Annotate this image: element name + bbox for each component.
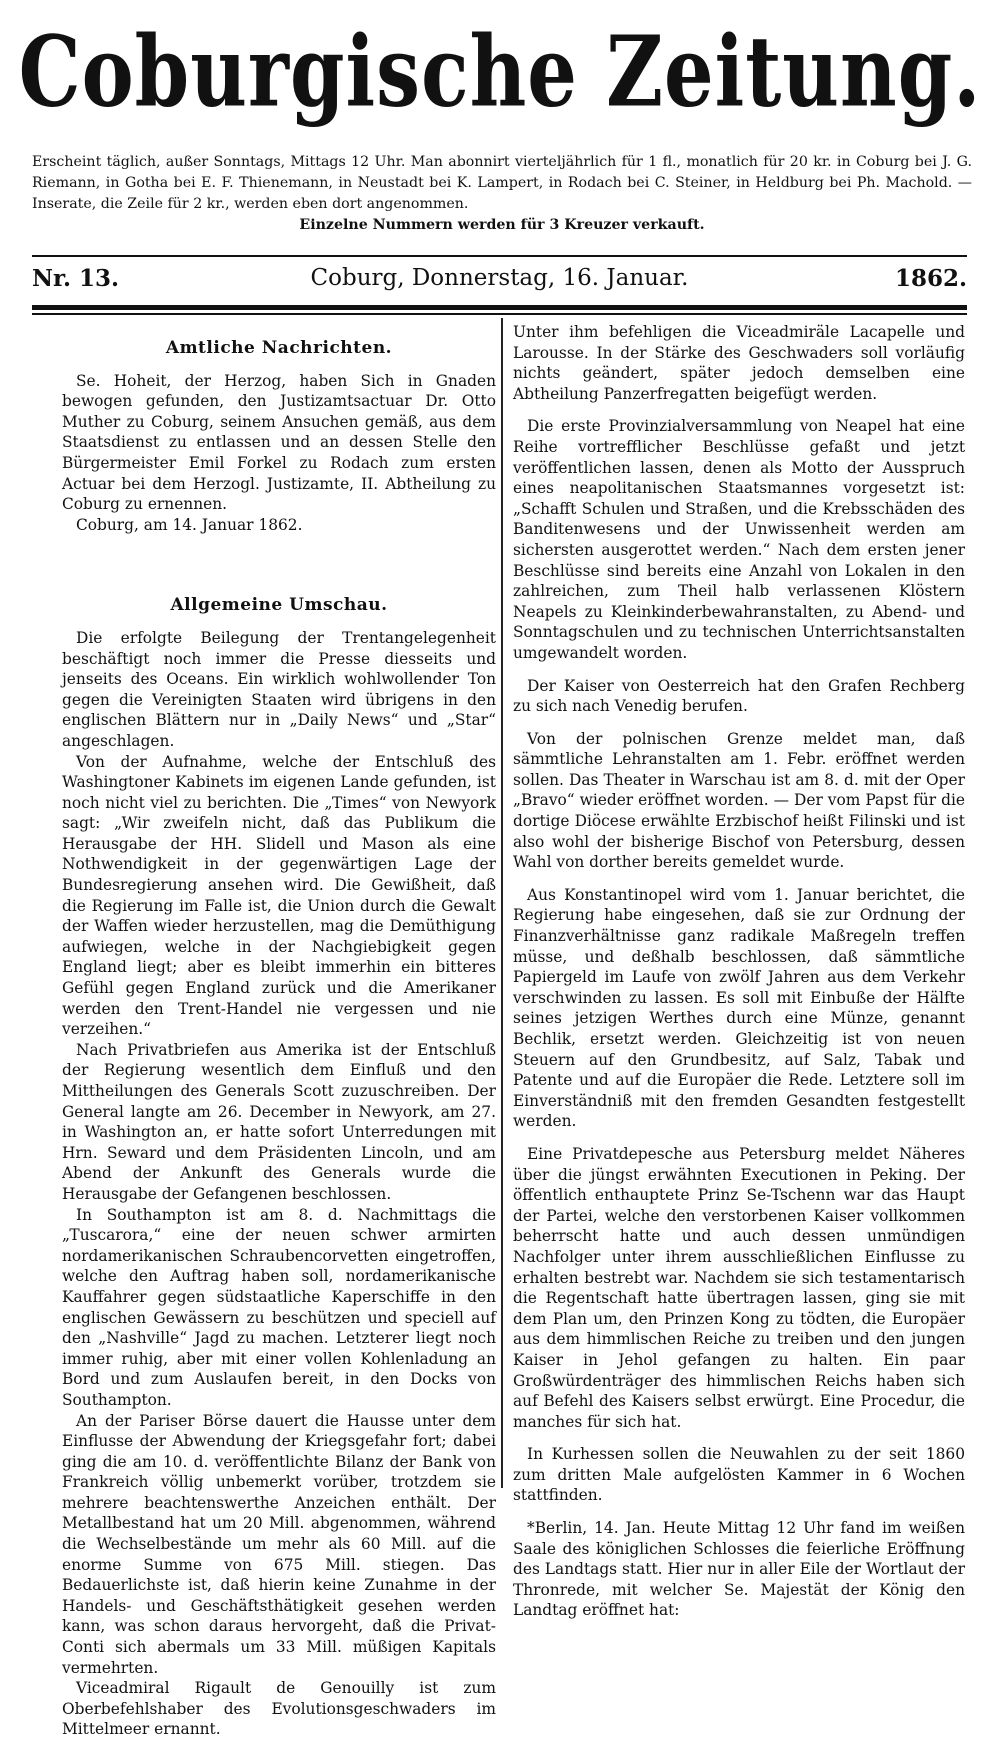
- article-paragraph: In Southampton ist am 8. d. Nachmittags die „Tuscarora,“ eine der neuen schwer armirten nordamerikanischen Schraubencorvetten eingetroffen, welche den Auftrag haben soll, nordamerikanische Kauffahrer gegen südstaatliche Kaperschiffe in den englischen Gewässern zu beschützen und speciell auf den „Nashville“ Jagd zu machen. Letzterer liegt noch immer ruhig, aber mit einer vollen Kohlenladung an Bord und zum Auslaufen bereit, in den Docks von Southampton.: [62, 1205, 496, 1409]
- article-paragraph: Aus Konstantinopel wird vom 1. Januar berichtet, die Regierung habe eingesehen, daß sie zur Ordnung der Finanzverhältnisse ganz radikale Maßregeln treffen müsse, und deßhalb beschlossen, daß sämmtliche Papiergeld im Laufe von zwölf Jahren aus dem Verkehr verschwinden zu lassen. Es soll mit Einbuße der Hälfte seines jetzigen Werthes durch eine Münze, genannt Bechlik, ersetzt werden. Gleichzeitig ist von neuen Steuern auf den Grundbesitz, auf Salz, Tabak und Patente und auf die Europäer die Rede. Letztere soll im Einverständniß mit den fremden Gesandten festgestellt werden.: [513, 885, 965, 1131]
- section-title-general-review: Allgemeine Umschau.: [170, 595, 388, 616]
- article-paragraph: Von der polnischen Grenze meldet man, daß sämmtliche Lehranstalten am 1. Febr. eröffnet werden sollen. Das Theater in Warschau ist am 8. d. mit der Oper „Bravo“ wieder eröffnet worden. — Der vom Papst für die dortige Diöcese erwählte Erzbischof heißt Filinski und ist also wohl der bisherige Bischof von Petersburg, dessen Wahl von dorther bereits gemeldet wurde.: [513, 729, 965, 872]
- article-paragraph: Der Kaiser von Oesterreich hat den Grafen Rechberg zu sich nach Venedig berufen.: [513, 676, 965, 716]
- right-column: [513, 322, 965, 1621]
- article-paragraph: Coburg, am 14. Januar 1862.: [76, 515, 303, 534]
- header-rule-bottom: [32, 313, 967, 315]
- article-paragraph: Die erfolgte Beilegung der Trentangelegenheit beschäftigt noch immer die Presse diesseits und jenseits des Oceans. Ein wirklich wohlwollender Ton gegen die Vereinigten Staaten wird übrigens in den englischen Blättern nur in „Daily News“ und „Star“ angeschlagen.: [62, 628, 496, 750]
- article-paragraph: An der Pariser Börse dauert die Hausse unter dem Einflusse der Abwendung der Kriegsgefahr fort; dabei ging die am 10. d. veröffentlichte Bilanz der Bank von Frankreich völlig unbemerkt vorüber, trotzdem sie mehrere beachtenswerthe Anzeichen enthält. Der Metallbestand hat um 20 Mill. abgenommen, während die Wechselbestände um mehr als 60 Mill. auf die enorme Summe von 675 Mill. stiegen. Das Bedauerlichste ist, daß hierin keine Zunahme in der Handels- und Geschäftsthätigkeit gesehen werden kann, was schon daraus hervorgeht, daß die Privat-Conti sich abermals um 33 Mill. müßigen Kapitals vermehrten.: [62, 1411, 496, 1677]
- article-paragraph: Nach Privatbriefen aus Amerika ist der Entschluß der Regierung wesentlich dem Einfluß und den Mittheilungen des Generals Scott zuzuschreiben. Der General langte am 26. December in Newyork, am 27. in Washington an, er hatte sofort Unterredungen mit Hrn. Seward und dem Präsidenten Lincoln, und am Abend der Ankunft des Generals wurde die Herausgabe der Gefangenen beschlossen.: [62, 1040, 496, 1203]
- article-paragraph: *Berlin, 14. Jan. Heute Mittag 12 Uhr fand im weißen Saale des königlichen Schlosses die feierliche Eröffnung des Landtags statt. Hier nur in aller Eile der Wortlaut der Thronrede, mit welcher Se. Majestät der König den Landtag eröffnet hat:: [513, 1519, 965, 1620]
- article-paragraph: Eine Privatdepesche aus Petersburg meldet Näheres über die jüngst erwähnten Executionen in Peking. Der öffentlich enthauptete Prinz Se-Tschenn war das Haupt der Partei, welche den verstorbenen Kaiser vollkommen beherrscht hatte und auch dessen unmündigen Nachfolger unter ihrem ausschließlichen Einflusse zu erhalten bestrebt war. Nachdem sie sich testamentarisch die Regentschaft hatte übertragen lassen, ging sie mit dem Plan um, den Prinzen Kong zu tödten, die Europäer aus dem himmlischen Reiche zu treiben und den jungen Kaiser in Jehol gefangen zu halten. Ein paar Großwürdenträger des himmlischen Reichs haben sich auf Befehl des Kaisers selbst erwürgt. Eine Procedur, die manches für sich hat.: [513, 1144, 965, 1431]
- section-title-official-news: Amtliche Nachrichten.: [165, 338, 393, 358]
- issue-number: Nr. 13.: [32, 265, 120, 292]
- header-rule-thick: [32, 305, 967, 310]
- dateline: [32, 265, 967, 301]
- issue-year: 1862.: [894, 265, 967, 292]
- header-rule-top: [32, 255, 967, 257]
- column-divider: [501, 318, 503, 1488]
- subscription-info: [32, 152, 972, 236]
- subscription-text: Erscheint täglich, außer Sonntags, Mittags 12 Uhr. Man abonnirt vierteljährlich für 1 fl., monatlich für 20 kr. in Coburg bei J. G. Riemann, in Gotha bei E. F. Thienemann, in Neustadt bei K. Lampert, in Rodach bei C. Steiner, in Heldburg bei Ph. Machold. — Inserate, die Zeile für 2 kr., werden eben dort angenommen.: [32, 154, 972, 212]
- place-date: Coburg, Donnerstag, 16. Januar.: [310, 265, 689, 291]
- article-paragraph: Von der Aufnahme, welche der Entschluß des Washingtoner Kabinets im eigenen Lande gefunden, ist noch nicht viel zu berichten. Die „Times“ von Newyork sagt: „Wir zweifeln nicht, daß das Publikum die Herausgabe der HH. Slidell und Mason als eine Nothwendigkeit in der gegenwärtigen Lage der Bundesregierung ansehen wird. Die Gewißheit, daß die Regierung im Falle ist, die Union durch die Gewalt der Waffen wieder herzustellen, mag die Demüthigung aufwiegen, welche in der Nachgiebigkeit gegen England liegt; aber es bleibt immerhin ein bitteres Gefühl gegen England zurück und die Amerikaner werden den Trent-Handel nie vergessen und nie verzeihen.“: [62, 752, 496, 1039]
- article-paragraph: Viceadmiral Rigault de Genouilly ist zum Oberbefehlshaber des Evolutionsgeschwaders im Mittelmeer ernannt.: [62, 1679, 496, 1739]
- article-paragraph: Die erste Provinzialversammlung von Neapel hat eine Reihe vortrefflicher Beschlüsse gefaßt und jetzt veröffentlichen lassen, denen als Motto der Ausspruch eines neapolitanischen Staatsmannes vorgesetzt ist: „Schafft Schulen und Straßen, und die Krebsschäden des Banditenwesens und der Unwissenheit werden am sichersten ausgerottet werden.“ Nach dem ersten jener Beschlüsse sind bereits eine Anzahl von Lokalen in den zahlreichen, zum Theil halb verlassenen Klöstern Neapels zu Kleinkinderbewahranstalten, zu Abend- und Sonntagschulen und zu technischen Unterrichtsanstalten umgewandelt worden.: [513, 417, 965, 662]
- article-paragraph: Unter ihm befehligen die Viceadmiräle Lacapelle und Larousse. In der Stärke des Geschwaders soll vorläufig nichts geändert, später jedoch demselben eine Abtheilung Panzerfregatten beigefügt werden.: [513, 323, 965, 403]
- single-copy-notice: Einzelne Nummern werden für 3 Kreuzer verkauft.: [299, 217, 705, 233]
- left-column: [62, 328, 496, 1740]
- article-paragraph: In Kurhessen sollen die Neuwahlen zu der seit 1860 zum dritten Male aufgelösten Kammer in 6 Wochen stattfinden.: [513, 1445, 965, 1505]
- newspaper-masthead: Coburgische Zeitung.: [18, 15, 982, 129]
- article-paragraph: Se. Hoheit, der Herzog, haben Sich in Gnaden bewogen gefunden, den Justizamtsactuar Dr. Otto Muther zu Coburg, seinem Ansuchen gemäß, aus dem Staatsdienst zu entlassen und an dessen Stelle den Bürgermeister Emil Forkel zu Rodach zum ersten Actuar bei dem Herzogl. Justizamte, II. Abtheilung zu Coburg zu ernennen.: [62, 371, 496, 514]
